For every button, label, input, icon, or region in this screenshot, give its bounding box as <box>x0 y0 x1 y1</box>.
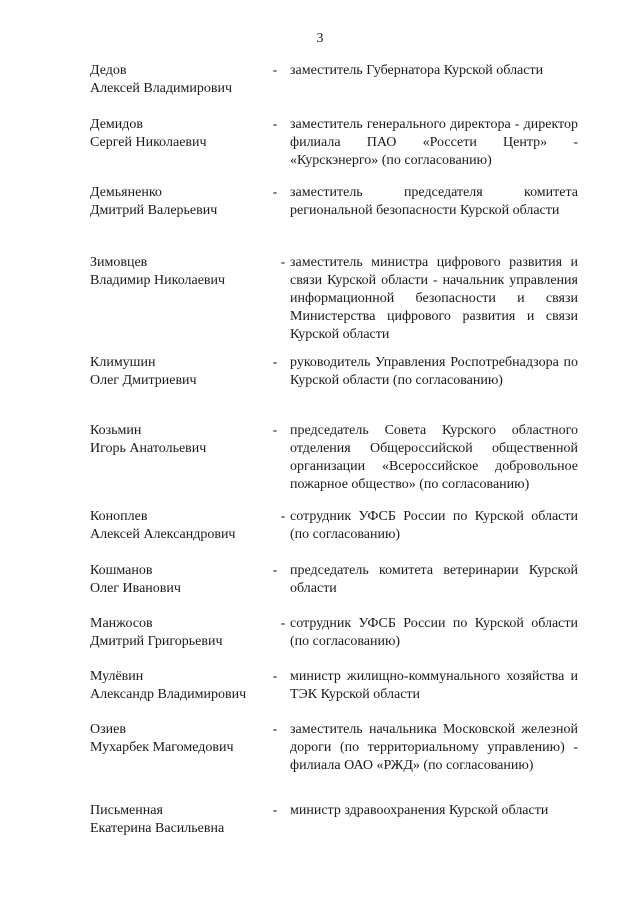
member-name <box>90 721 270 757</box>
separator-dash: - <box>272 563 278 578</box>
member-name <box>90 62 270 98</box>
separator-dash: - <box>280 255 286 270</box>
separator-dash: - <box>272 355 278 370</box>
member-surname: Зимовцев <box>90 255 148 270</box>
member-position: заместитель генерального директора - директор филиала ПАО «Россети Центр» - «Курскэнерго» (по согласованию) <box>290 117 578 168</box>
member-name <box>90 254 270 290</box>
member-surname: Демьяненко <box>90 185 162 200</box>
member-given-names: Игорь Анатольевич <box>90 441 207 456</box>
member-position: председатель комитета ветеринарии Курской области <box>290 563 578 596</box>
member-name <box>90 668 270 704</box>
member-given-names: Дмитрий Валерьевич <box>90 203 218 218</box>
member-surname: Кошманов <box>90 563 153 578</box>
member-name <box>90 184 270 220</box>
member-given-names: Екатерина Васильевна <box>90 821 225 836</box>
member-surname: Демидов <box>90 117 144 132</box>
page-number: 3 <box>316 31 324 46</box>
member-position: председатель Совета Курского областного отделения Общероссийской общественной организации «Всероссийское добровольное пожарное общество» (по согласованию) <box>290 423 578 492</box>
member-given-names: Владимир Николаевич <box>90 273 226 288</box>
member-given-names: Александр Владимирович <box>90 687 247 702</box>
member-position: министр здравоохранения Курской области <box>290 803 549 818</box>
member-position: заместитель министра цифрового развития и связи Курской области - начальник управления информационной безопасности и связи Министерства цифрового развития и связи Курской области <box>290 255 578 342</box>
member-given-names: Олег Дмитриевич <box>90 373 197 388</box>
separator-dash: - <box>272 669 278 684</box>
member-name <box>90 116 270 152</box>
member-position: руководитель Управления Роспотребнадзора по Курской области (по согласованию) <box>290 355 578 388</box>
member-given-names: Олег Иванович <box>90 581 181 596</box>
separator-dash: - <box>272 423 278 438</box>
member-name <box>90 802 270 838</box>
member-position: сотрудник УФСБ России по Курской области (по согласованию) <box>290 616 578 649</box>
separator-dash: - <box>280 616 286 631</box>
member-surname: Мулёвин <box>90 669 144 684</box>
member-given-names: Сергей Николаевич <box>90 135 207 150</box>
separator-dash: - <box>272 117 278 132</box>
member-given-names: Алексей Александрович <box>90 527 236 542</box>
separator-dash: - <box>272 185 278 200</box>
member-given-names: Дмитрий Григорьевич <box>90 634 223 649</box>
member-surname: Письменная <box>90 803 163 818</box>
member-given-names: Мухарбек Магомедович <box>90 740 234 755</box>
member-surname: Дедов <box>90 63 127 78</box>
member-name <box>90 562 270 598</box>
member-name <box>90 422 270 458</box>
separator-dash: - <box>272 63 278 78</box>
member-surname: Коноплев <box>90 509 148 524</box>
member-name <box>90 354 270 390</box>
member-position: заместитель начальника Московской железной дороги (по территориальному управлению) - филиала ОАО «РЖД» (по согласованию) <box>290 722 578 773</box>
member-position: заместитель председателя комитета региональной безопасности Курской области <box>290 185 578 218</box>
separator-dash: - <box>272 803 278 818</box>
member-name <box>90 508 270 544</box>
member-surname: Козьмин <box>90 423 142 438</box>
member-surname: Климушин <box>90 355 156 370</box>
member-name <box>90 615 270 651</box>
member-position: заместитель Губернатора Курской области <box>290 63 544 78</box>
separator-dash: - <box>280 509 286 524</box>
separator-dash: - <box>272 722 278 737</box>
member-position: сотрудник УФСБ России по Курской области (по согласованию) <box>290 509 578 542</box>
member-surname: Манжосов <box>90 616 153 631</box>
member-position: министр жилищно-коммунального хозяйства и ТЭК Курской области <box>290 669 578 702</box>
member-surname: Озиев <box>90 722 126 737</box>
member-given-names: Алексей Владимирович <box>90 81 233 96</box>
